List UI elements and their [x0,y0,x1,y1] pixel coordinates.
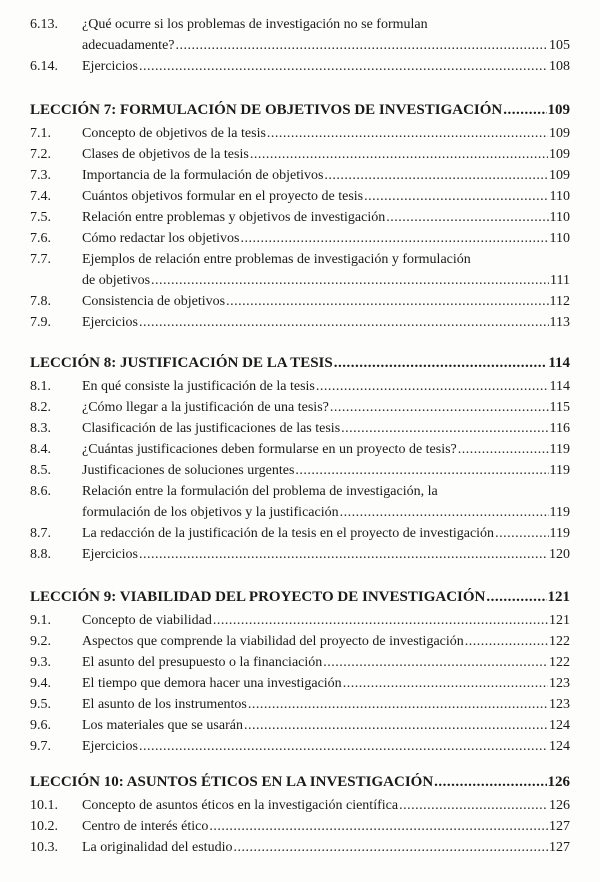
toc-entry [0,523,600,544]
entry-title: formulación de los objetivos y la justificación [82,505,339,520]
entry-number: 9.6. [30,718,51,733]
entry-page-number: 111 [550,273,570,288]
entry-page-number: 124 [549,718,570,733]
dot-leader [364,186,548,207]
entry-number: 8.1. [30,379,51,394]
toc-entry [0,56,600,77]
entry-title: Concepto de objetivos de la tesis [82,126,266,141]
entry-number: 7.5. [30,210,51,225]
entry-page-number: 110 [549,189,570,204]
lesson-page-number: 121 [547,589,570,605]
entry-title: Relación entre la formulación del problema de investigación, la [82,484,438,499]
toc-entry [0,144,600,165]
entry-page-number: 124 [549,739,570,754]
lesson-heading [0,353,600,374]
entry-title: Ejercicios [82,59,138,74]
entry-title: En qué consiste la justificación de la tesis [82,379,315,394]
entry-page-number: 127 [549,840,570,855]
entry-number: 8.8. [30,547,51,562]
dot-leader [324,165,548,186]
entry-page-number: 109 [549,126,570,141]
toc-section [0,14,600,77]
entry-number: 7.2. [30,147,51,162]
lesson-title: LECCIÓN 10: ASUNTOS ÉTICOS EN LA INVESTIGACIÓN [30,774,434,790]
dot-leader [213,610,548,631]
dot-leader [343,673,548,694]
entry-page-number: 112 [549,294,570,309]
dot-leader [458,439,549,460]
toc-entry [0,228,600,249]
entry-page-number: 110 [549,210,570,225]
entry-title: ¿Qué ocurre si los problemas de investigación no se formulan [82,17,428,32]
entry-number: 8.6. [30,484,51,499]
entry-number: 9.2. [30,634,51,649]
entry-number: 7.8. [30,294,51,309]
lesson-heading [0,100,600,121]
entry-number: 9.4. [30,676,51,691]
entry-title: Los materiales que se usarán [82,718,243,733]
toc-entry [0,795,600,816]
entry-number: 6.14. [30,59,58,74]
dot-leader [139,312,549,333]
entry-number: 10.1. [30,798,58,813]
toc-entry [0,249,600,270]
toc-section [0,100,600,333]
lesson-page-number: 126 [547,774,570,790]
entry-page-number: 113 [549,315,570,330]
entry-number: 9.5. [30,697,51,712]
entry-page-number: 115 [549,400,570,415]
dot-leader [503,100,546,121]
toc-entry [0,544,600,565]
entry-page-number: 119 [549,463,570,478]
dot-leader [248,694,548,715]
entry-title: Ejercicios [82,547,138,562]
entry-title: La originalidad del estudio [82,840,233,855]
toc-entry [0,694,600,715]
dot-leader [334,353,548,374]
dot-leader [240,228,548,249]
toc-entry [0,165,600,186]
dot-leader [209,816,548,837]
toc-entry [0,652,600,673]
entry-title: Centro de interés ético [82,819,209,834]
entry-title: Concepto de asuntos éticos en la investigación científica [82,798,399,813]
entry-page-number: 126 [549,798,570,813]
toc-entry [0,123,600,144]
toc-entry [0,837,600,858]
entry-title: La redacción de la justificación de la tesis en el proyecto de investigación [82,526,495,541]
entry-number: 8.2. [30,400,51,415]
toc-entry [0,715,600,736]
entry-title: Ejercicios [82,315,138,330]
toc-entry [0,502,600,523]
entry-page-number: 108 [549,59,570,74]
toc-entry [0,460,600,481]
dot-leader [434,772,546,793]
entry-number: 7.3. [30,168,51,183]
entry-page-number: 109 [549,168,570,183]
toc-entry [0,397,600,418]
entry-title: Cómo redactar los objetivos [82,231,240,246]
dot-leader [139,56,548,77]
toc-entry [0,270,600,291]
lesson-heading [0,772,600,793]
toc-entry [0,35,600,56]
toc-entry [0,376,600,397]
entry-title: ¿Cómo llegar a la justificación de una tesis? [82,400,329,415]
entry-page-number: 120 [549,547,570,562]
entry-page-number: 119 [549,442,570,457]
toc-entry [0,291,600,312]
entry-number: 8.7. [30,526,51,541]
entry-page-number: 122 [549,655,570,670]
entry-page-number: 121 [549,613,570,628]
entry-title: Aspectos que comprende la viabilidad del proyecto de investigación [82,634,464,649]
lesson-page-number: 114 [548,355,570,371]
dot-leader [139,544,548,565]
entry-page-number: 122 [549,634,570,649]
dot-leader [267,123,548,144]
entry-title: Clases de objetivos de la tesis [82,147,249,162]
dot-leader [323,652,548,673]
entry-number: 6.13. [30,17,58,32]
entry-number: 8.5. [30,463,51,478]
toc-entry [0,736,600,757]
dot-leader [340,502,549,523]
dot-leader [386,207,548,228]
dot-leader [233,837,548,858]
lesson-page-number: 109 [547,102,570,118]
entry-page-number: 127 [549,819,570,834]
dot-leader [176,35,549,56]
entry-number: 10.2. [30,819,58,834]
dot-leader [244,715,548,736]
toc-section [0,772,600,858]
toc-entry [0,631,600,652]
entry-title: Cuántos objetivos formular en el proyecto de tesis [82,189,364,204]
entry-title: ¿Cuántas justificaciones deben formularse en un proyecto de tesis? [82,442,457,457]
toc-entry [0,14,600,35]
entry-title: Ejemplos de relación entre problemas de investigación y formulación [82,252,471,267]
lesson-title: LECCIÓN 9: VIABILIDAD DEL PROYECTO DE INVESTIGACIÓN [30,589,486,605]
entry-page-number: 116 [549,421,570,436]
entry-number: 8.3. [30,421,51,436]
entry-page-number: 123 [549,697,570,712]
dot-leader [486,587,546,608]
lesson-title: LECCIÓN 7: FORMULACIÓN DE OBJETIVOS DE INVESTIGACIÓN [30,102,503,118]
entry-title: El asunto del presupuesto o la financiación [82,655,323,670]
entry-page-number: 110 [549,231,570,246]
entry-number: 9.3. [30,655,51,670]
entry-title: de objetivos [82,273,151,288]
lesson-heading [0,587,600,608]
entry-page-number: 105 [549,38,570,53]
dot-leader [330,397,549,418]
dot-leader [295,460,548,481]
entry-number: 7.9. [30,315,51,330]
dot-leader [495,523,548,544]
entry-page-number: 123 [549,676,570,691]
entry-title: El asunto de los instrumentos [82,697,247,712]
toc-entry [0,816,600,837]
lesson-title: LECCIÓN 8: JUSTIFICACIÓN DE LA TESIS [30,355,333,371]
entry-number: 9.7. [30,739,51,754]
entry-number: 8.4. [30,442,51,457]
dot-leader [250,144,548,165]
entry-title: El tiempo que demora hacer una investigación [82,676,342,691]
entry-number: 10.3. [30,840,58,855]
toc-entry [0,610,600,631]
entry-page-number: 109 [549,147,570,162]
dot-leader [399,795,548,816]
entry-title: Justificaciones de soluciones urgentes [82,463,295,478]
entry-number: 7.7. [30,252,51,267]
dot-leader [316,376,549,397]
toc-entry [0,207,600,228]
entry-title: Importancia de la formulación de objetivos [82,168,324,183]
entry-title: Clasificación de las justificaciones de las tesis [82,421,341,436]
dot-leader [139,736,548,757]
toc-entry [0,673,600,694]
entry-title: Relación entre problemas y objetivos de investigación [82,210,386,225]
entry-number: 7.6. [30,231,51,246]
toc-section [0,587,600,757]
toc-entry [0,439,600,460]
dot-leader [151,270,549,291]
entry-title: Consistencia de objetivos [82,294,226,309]
entry-page-number: 119 [549,526,570,541]
entry-number: 7.4. [30,189,51,204]
dot-leader [341,418,548,439]
toc-section [0,353,600,565]
dot-leader [226,291,548,312]
entry-title: Ejercicios [82,739,138,754]
toc-entry [0,312,600,333]
entry-page-number: 114 [549,379,570,394]
toc-entry [0,418,600,439]
toc-entry [0,186,600,207]
entry-page-number: 119 [549,505,570,520]
dot-leader [465,631,548,652]
toc-entry [0,481,600,502]
entry-title: adecuadamente? [82,38,175,53]
entry-title: Concepto de viabilidad [82,613,212,628]
entry-number: 9.1. [30,613,51,628]
entry-number: 7.1. [30,126,51,141]
